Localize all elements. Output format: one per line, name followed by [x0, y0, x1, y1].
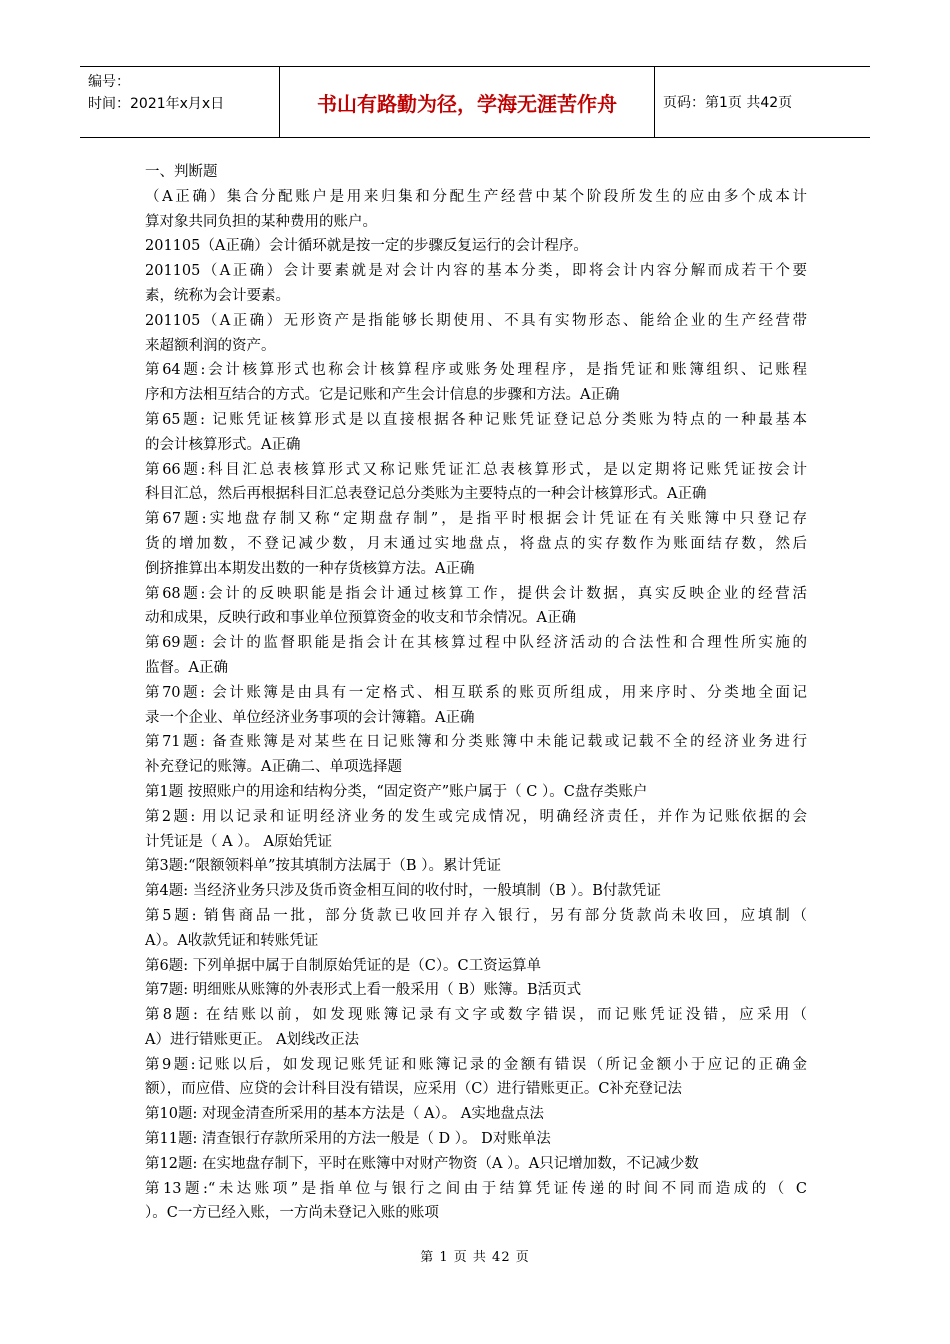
text-line: 201105（A正确）无形资产是指能够长期使用、不具有实物形态、能给企业的生产经营带	[145, 312, 807, 329]
text-line: 来超额利润的资产。	[145, 337, 276, 354]
text-line: 第13题:“未达账项”是指单位与银行之间由于结算凭证传递的时间不同而造成的（ C	[145, 1180, 807, 1197]
page-footer: 第 1 页 共 42 页	[420, 1250, 530, 1265]
text-line: 201105（A正确）会计要素就是对会计内容的基本分类，即将会计内容分解而成若干个要	[145, 263, 807, 280]
text-line: 第5题: 销售商品一批，部分货款已收回并存入银行，另有部分货款尚未收回，应填制（	[145, 907, 807, 924]
text-line: ）。C一方已经入账，一方尚未登记入账的账项	[145, 1205, 439, 1222]
text-line: 第1题 按照账户的用途和结构分类，“固定资产”账户属于（ C ）。C盘存类账户	[145, 783, 648, 800]
text-line: 第64题:会计核算形式也称会计核算程序或账务处理程序，是指凭证和账簿组织、记账程	[145, 362, 807, 379]
header-page-info: 页码：第1页 共42页	[663, 95, 793, 111]
text-line: 补充登记的账簿。A正确二、单项选择题	[145, 759, 402, 776]
text-line: 序和方法相互结合的方式。它是记账和产生会计信息的步骤和方法。A正确	[145, 387, 620, 404]
text-line: 第71题: 备查账簿是对某些在日记账簿和分类账簿中未能记载或记载不全的经济业务进行	[145, 734, 807, 751]
document-header	[80, 66, 870, 138]
text-line: A）。A收款凭证和转账凭证	[145, 932, 319, 949]
text-line: 的会计核算形式。A正确	[145, 436, 301, 453]
text-line: 货的增加数，不登记减少数，月末通过实地盘点，将盘点的实存数作为账面结存数，然后	[145, 535, 807, 552]
document-date: 时间：2021年x月x日	[88, 96, 225, 112]
text-line: 第12题: 在实地盘存制下，平时在账簿中对财产物资（A ）。A只记增加数，不记减少数	[145, 1155, 699, 1172]
text-line: 第10题: 对现金清查所采用的基本方法是（ A）。 A实地盘点法	[145, 1106, 544, 1123]
text-line: 动和成果，反映行政和事业单位预算资金的收支和节余情况。A正确	[145, 610, 576, 627]
text-line: 科目汇总，然后再根据科目汇总表登记总分类账为主要特点的一种会计核算形式。A正确	[145, 486, 707, 503]
text-line: 第9题:记账以后，如发现记账凭证和账簿记录的金额有错误（所记金额小于应记的正确金	[145, 1056, 807, 1073]
document-body	[145, 160, 807, 1226]
text-line: （A正确）集合分配账户是用来归集和分配生产经营中某个阶段所发生的应由多个成本计	[145, 188, 807, 205]
text-line: 监督。A正确	[145, 659, 228, 676]
text-line: 201105（A正确）会计循环就是按一定的步骤反复运行的会计程序。	[145, 238, 588, 255]
text-line: 第2题: 用以记录和证明经济业务的发生或完成情况，明确经济责任，并作为记账依据的会	[145, 808, 807, 825]
document-number: 编号：	[88, 74, 130, 90]
text-line: 第4题: 当经济业务只涉及货币资金相互间的收付时，一般填制（B ）。B付款凭证	[145, 883, 661, 900]
text-line: A）进行错账更正。 A划线改正法	[145, 1031, 360, 1048]
text-line: 第8题: 在结账以前，如发现账簿记录有文字或数字错误，而记账凭证没错，应采用（	[145, 1007, 807, 1024]
text-line: 第6题: 下列单据中属于自制原始凭证的是（C）。C工资运算单	[145, 957, 542, 974]
section-heading: 一、判断题	[145, 164, 218, 180]
text-line: 素，统称为会计要素。	[145, 287, 290, 304]
text-line: 第69题: 会计的监督职能是指会计在其核算过程中队经济活动的合法性和合理性所实施的	[145, 635, 807, 652]
text-line: 计凭证是（ A ）。 A原始凭证	[145, 833, 333, 850]
header-meta	[80, 67, 280, 137]
text-line: 第70题: 会计账簿是由具有一定格式、相互联系的账页所组成，用来序时、分类地全面记	[145, 684, 807, 701]
text-line: 第3题:“限额领料单”按其填制方法属于（B ）。累计凭证	[145, 858, 501, 875]
text-line: 算对象共同负担的某种费用的账户。	[145, 213, 377, 230]
text-line: 第7题: 明细账从账簿的外表形式上看一般采用（ B）账簿。B活页式	[145, 982, 582, 999]
header-motto: 书山有路勤为径，学海无涯苦作舟	[280, 67, 655, 137]
text-line: 第65题: 记账凭证核算形式是以直接根据各种记账凭证登记总分类账为特点的一种最基本	[145, 411, 807, 428]
text-line: 第66题:科目汇总表核算形式又称记账凭证汇总表核算形式，是以定期将记账凭证按会计	[145, 461, 807, 478]
text-line: 第67题:实地盘存制又称“定期盘存制”，是指平时根据会计凭证在有关账簿中只登记存	[145, 511, 807, 528]
text-line: 第11题: 清查银行存款所采用的方法一般是（ D ）。 D对账单法	[145, 1131, 551, 1148]
text-line: 倒挤推算出本期发出数的一种存货核算方法。A正确	[145, 560, 475, 577]
text-line: 录一个企业、单位经济业务事项的会计簿籍。A正确	[145, 709, 475, 726]
text-line: 额），而应借、应贷的会计科目没有错误，应采用（C）进行错账更正。C补充登记法	[145, 1081, 682, 1098]
text-line: 第68题:会计的反映职能是指会计通过核算工作，提供会计数据，真实反映企业的经营活	[145, 585, 807, 602]
